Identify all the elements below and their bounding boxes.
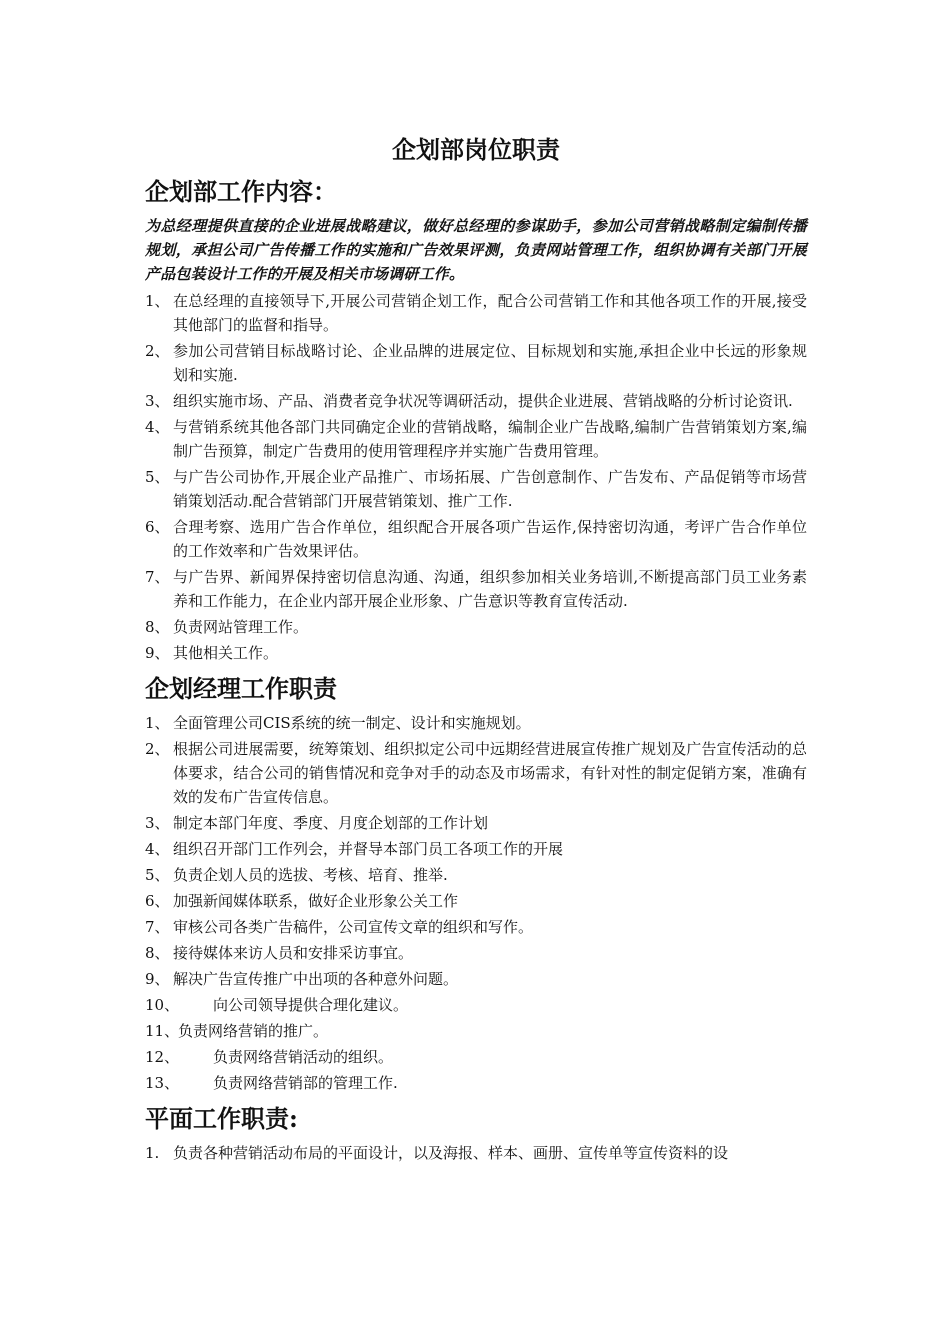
list-item	[145, 415, 807, 463]
list-item	[145, 915, 807, 939]
item-text: 负责网络营销的推广。	[178, 1022, 329, 1040]
item-text: 负责各种营销活动布局的平面设计，以及海报、样本、画册、宣传单等宣传资料的设	[173, 1144, 729, 1162]
item-number: 5、	[145, 866, 170, 884]
document-page	[145, 130, 807, 1167]
item-text: 负责网站管理工作。	[173, 618, 309, 636]
item-number: 5、	[145, 468, 170, 486]
item-number: 7、	[145, 918, 170, 936]
item-number: 4、	[145, 840, 170, 858]
list-item	[145, 711, 807, 735]
item-text: 审核公司各类广告稿件，公司宣传文章的组织和写作。	[173, 918, 534, 936]
item-text: 与广告界、新闻界保持密切信息沟通、沟通，组织参加相关业务培训,不断提高部门员工业务素养和工作能力，在企业内部开展企业形象、广告意识等教育宣传活动.	[173, 568, 807, 610]
list-item	[145, 941, 807, 965]
item-number: 6、	[145, 892, 170, 910]
list-item	[145, 389, 807, 413]
item-text: 向公司领导提供合理化建议。	[213, 996, 409, 1014]
list-item	[145, 1045, 807, 1069]
item-number: 10、	[145, 996, 180, 1014]
item-text: 解决广告宣传推广中出项的各种意外问题。	[173, 970, 459, 988]
list-item	[145, 1071, 807, 1095]
item-text: 加强新闻媒体联系，做好企业形象公关工作	[173, 892, 459, 910]
list-item	[145, 515, 807, 563]
graphic-duties-list	[145, 1141, 807, 1165]
list-item	[145, 967, 807, 991]
list-item	[145, 1019, 807, 1043]
list-item	[145, 465, 807, 513]
list-item	[145, 339, 807, 387]
document-title: 企划部岗位职责	[392, 135, 560, 164]
item-text: 全面管理公司CIS系统的统一制定、设计和实施规划。	[173, 714, 531, 732]
item-number: 2、	[145, 740, 170, 758]
list-item	[145, 289, 807, 337]
section-heading-graphic-duties: 平面工作职责:	[145, 1104, 298, 1133]
item-text: 参加公司营销目标战略讨论、企业品牌的进展定位、目标规划和实施,承担企业中长远的形象规划和实施.	[173, 342, 807, 384]
item-text: 在总经理的直接领导下,开展公司营销企划工作，配合公司营销工作和其他各项工作的开展,接受其他部门的监督和指导。	[173, 292, 807, 334]
item-text: 与广告公司协作,开展企业产品推广、市场拓展、广告创意制作、广告发布、产品促销等市场营销策划活动.配合营销部门开展营销策划、推广工作.	[173, 468, 807, 510]
item-number: 7、	[145, 568, 170, 586]
item-number: 11、	[145, 1022, 180, 1040]
list-item	[145, 615, 807, 639]
item-text: 合理考察、选用广告合作单位，组织配合开展各项广告运作,保持密切沟通，考评广告合作单位的工作效率和广告效果评估。	[173, 518, 807, 560]
work-content-list	[145, 289, 807, 665]
item-text: 其他相关工作。	[173, 644, 279, 662]
item-number: 9、	[145, 644, 170, 662]
list-item	[145, 565, 807, 613]
item-number: 1、	[145, 292, 170, 310]
item-number: 6、	[145, 518, 170, 536]
item-number: 3、	[145, 392, 170, 410]
item-number: 8、	[145, 618, 170, 636]
list-item	[145, 993, 807, 1017]
item-text: 负责网络营销部的管理工作.	[213, 1074, 398, 1092]
item-number: 8、	[145, 944, 170, 962]
list-item	[145, 837, 807, 861]
item-number: 1.	[145, 1144, 160, 1162]
section-intro: 为总经理提供直接的企业进展战略建议，做好总经理的参谋助手，参加公司营销战略制定编制传播规划，承担公司广告传播工作的实施和广告效果评测，负责网站管理工作，组织协调有关部门开展产品包装设计工作的开展及相关市场调研工作。	[145, 217, 807, 283]
item-text: 组织召开部门工作列会，并督导本部门员工各项工作的开展	[173, 840, 564, 858]
item-text: 接待媒体来访人员和安排采访事宜。	[173, 944, 414, 962]
item-text: 组织实施市场、产品、消费者竞争状况等调研活动，提供企业进展、营销战略的分析讨论资讯.	[173, 392, 793, 410]
item-text: 与营销系统其他各部门共同确定企业的营销战略，编制企业广告战略,编制广告营销策划方案,编制广告预算，制定广告费用的使用管理程序并实施广告费用管理。	[173, 418, 807, 460]
section-heading-work-content: 企划部工作内容：	[145, 177, 337, 206]
list-item	[145, 863, 807, 887]
item-number: 3、	[145, 814, 170, 832]
item-number: 4、	[145, 418, 170, 436]
item-text: 负责网络营销活动的组织。	[213, 1048, 394, 1066]
item-number: 12、	[145, 1048, 180, 1066]
item-text: 制定本部门年度、季度、月度企划部的工作计划	[173, 814, 489, 832]
item-text: 负责企划人员的选拔、考核、培育、推举.	[173, 866, 448, 884]
list-item	[145, 811, 807, 835]
section-heading-manager-duties: 企划经理工作职责	[145, 674, 337, 703]
manager-duties-list	[145, 711, 807, 1095]
item-number: 9、	[145, 970, 170, 988]
list-item	[145, 737, 807, 809]
item-number: 1、	[145, 714, 170, 732]
item-text: 根据公司进展需要，统筹策划、组织拟定公司中远期经营进展宣传推广规划及广告宣传活动的总体要求，结合公司的销售情况和竞争对手的动态及市场需求，有针对性的制定促销方案，准确有效的发布广告宣传信息。	[173, 740, 807, 806]
list-item	[145, 889, 807, 913]
list-item	[145, 641, 807, 665]
list-item	[145, 1141, 807, 1165]
item-number: 2、	[145, 342, 170, 360]
item-number: 13、	[145, 1074, 180, 1092]
